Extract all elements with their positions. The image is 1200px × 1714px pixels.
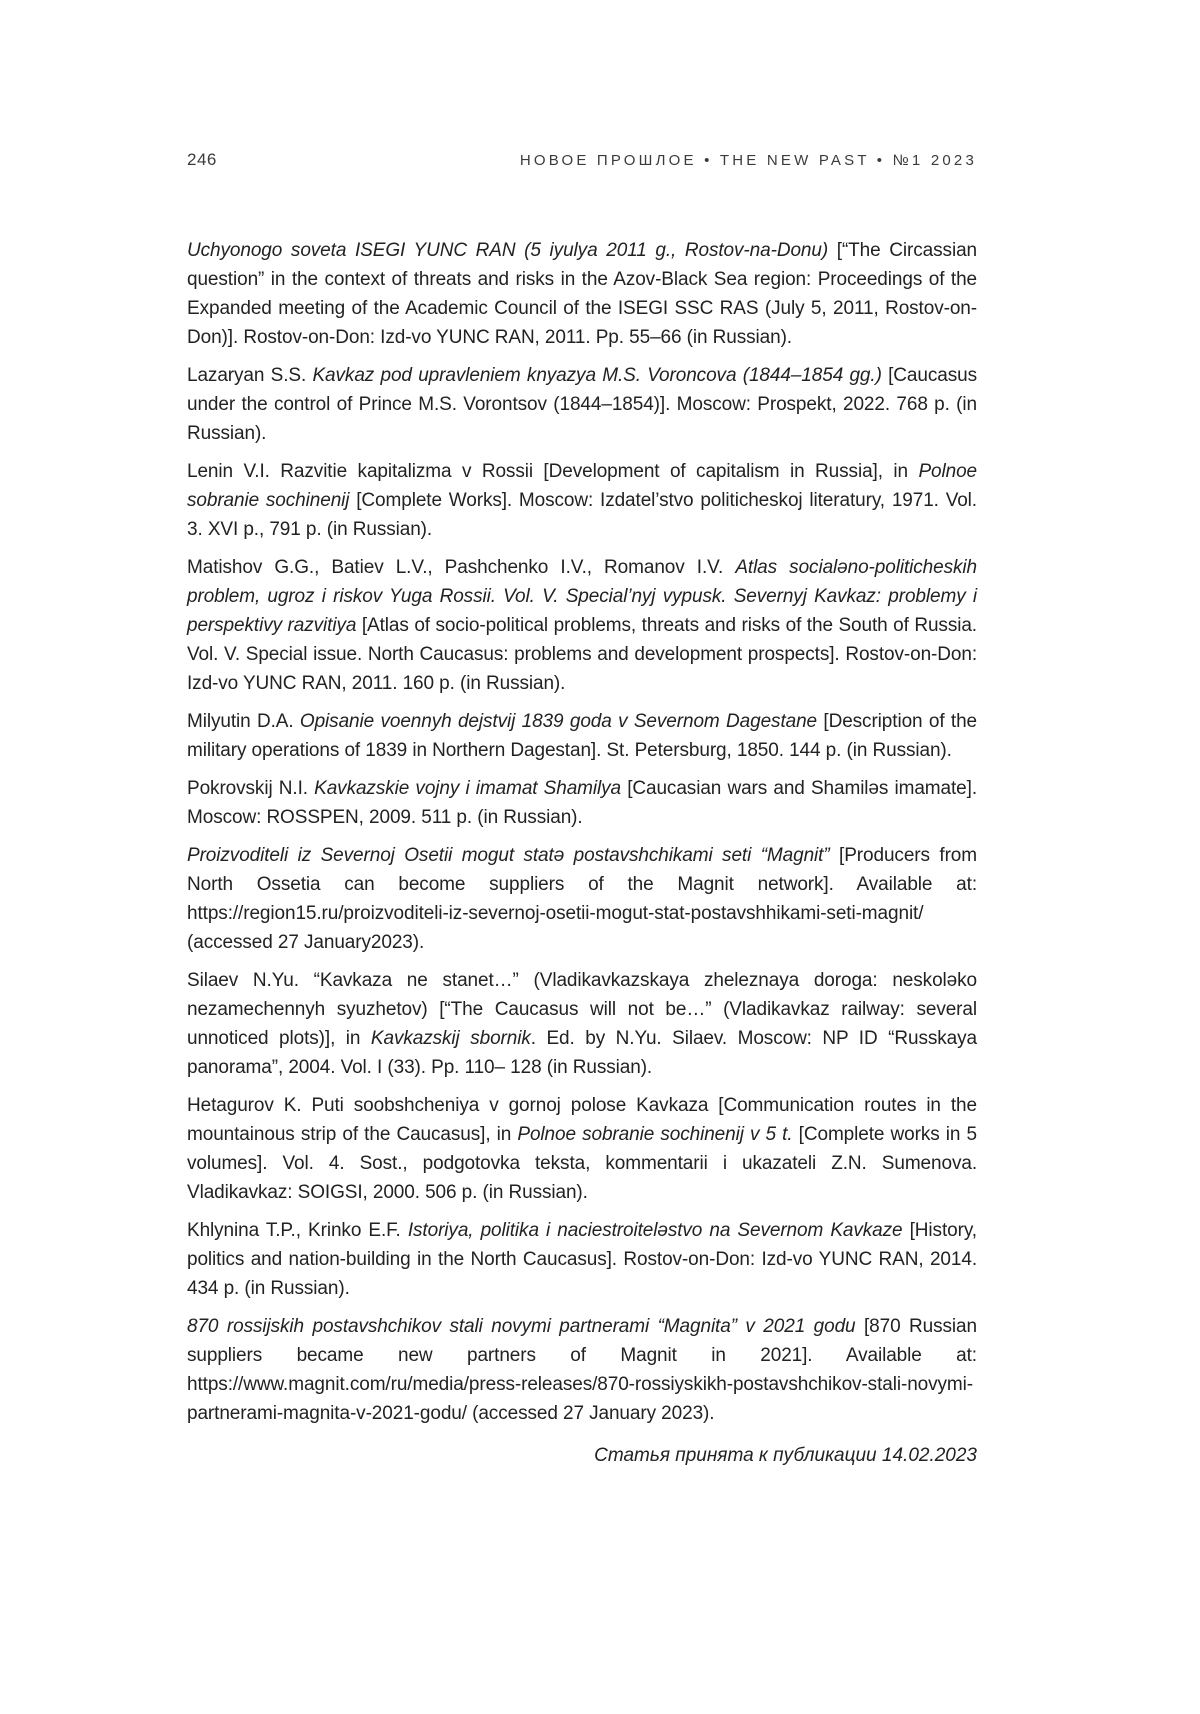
reference-entry (187, 841, 977, 957)
reference-title-segment: Kavkazskie vojny i imamat Shamilya (314, 778, 628, 799)
reference-entry (187, 1091, 977, 1207)
reference-text-segment: [Caucasian wars and Shamiləs imamate]. Moscow: ROSSPEN, 2009. 511 p. (in Russian). (187, 778, 978, 828)
reference-entry (187, 553, 977, 698)
reference-text-segment: [Atlas of socio-political problems, threats and risks of the South of Russia. Vol. V. Special issue. North Caucasus: problems and development prospects]. Rostov-on-Don: Izd-vo YUNC RAN, 2011. 160 p. (in Russian). (187, 615, 977, 694)
reference-text-segment: [“The Circassian question” in the context of threats and risks in the Azov-Black Sea region: Proceedings of the Expanded meeting of the Academic Council of the ISEGI SSC RAS (July 5, 2011, Rostov-on-Don)]. Rostov-on-Don: Izd-vo YUNC RAN, 2011. Pp. 55–66 (in Russian). (187, 240, 977, 348)
reference-entry (187, 966, 977, 1082)
reference-title-segment: 870 rossijskih postavshchikov stali novymi partnerami “Magnita” v 2021 godu (187, 1316, 864, 1337)
reference-entry (187, 457, 977, 544)
reference-title-segment: Opisanie voennyh dejstvij 1839 goda v Severnom Dagestane (299, 711, 824, 732)
reference-title-segment: Atlas socialəno-politicheskih problem, ugroz i riskov Yuga Rossii. Vol. V. Special’nyj vypusk. Severnyj Kavkaz: problemy i perspektivy razvitiya (187, 557, 977, 636)
journal-running-title: НОВОЕ ПРОШЛОЕ • THE NEW PAST • №1 2023 (519, 152, 977, 169)
reference-text-segment: Pokrovskij N.I. (187, 778, 315, 799)
reference-text-segment: Hetagurov K. Puti soobshcheniya v gornoj polose Kavkaza [Communication routes in the mountainous strip of the Caucasus], in (187, 1095, 977, 1145)
page-number: 246 (187, 150, 217, 169)
reference-title-segment: Polnoe sobranie sochinenij (187, 461, 977, 511)
reference-title-segment: Polnoe sobranie sochinenij v 5 t. (517, 1124, 799, 1145)
reference-entry (187, 236, 977, 352)
reference-text-segment: Matishov G.G., Batiev L.V., Pashchenko I.V., Romanov I.V. (187, 557, 736, 578)
reference-entry (187, 774, 977, 832)
reference-text-segment: [Complete works in 5 volumes]. Vol. 4. Sost., podgotovka teksta, kommentarii i ukazateli Z.N. Sumenova. Vladikavkaz: SOIGSI, 2000. 506 p. (in Russian). (187, 1124, 977, 1203)
reference-title-segment: Istoriya, politika i naciestroiteləstvo na Severnom Kavkaze (407, 1220, 910, 1241)
document-page (187, 0, 977, 1470)
reference-title-segment: Proizvoditeli iz Severnoj Osetii mogut statə postavshchikami seti “Magnit” (187, 845, 840, 866)
reference-text-segment: . Ed. by N.Yu. Silaev. Moscow: NP ID “Russkaya panorama”, 2004. Vol. I (33). Pp. 110– 128 (in Russian). (187, 1028, 977, 1078)
acceptance-note: Статья принята к публикации 14.02.2023 (594, 1445, 977, 1466)
reference-entry (187, 707, 977, 765)
reference-text-segment: [Producers from North Ossetia can become suppliers of the Magnit network]. Available at: https://region15.ru/proizvoditeli-iz-severnoj-osetii-mogut-stat-postavshhikami-seti-magnit/ (accessed 27 January2023). (187, 845, 977, 953)
page-header (187, 150, 977, 170)
reference-text-segment: [Description of the military operations of 1839 in Northern Dagestan]. St. Petersburg, 1850. 144 p. (in Russian). (187, 711, 978, 761)
reference-text-segment: [History, politics and nation-building in the North Caucasus]. Rostov-on-Don: Izd-vo YUNC RAN, 2014. 434 p. (in Russian). (187, 1220, 977, 1299)
reference-title-segment: Uchyonogo soveta ISEGI YUNC RAN (5 iyulya 2011 g., Rostov-na-Donu) (187, 240, 837, 261)
reference-text-segment: Khlynina T.P., Krinko E.F. (187, 1220, 408, 1241)
reference-text-segment: Milyutin D.A. (187, 711, 300, 732)
reference-text-segment: Lazaryan S.S. (187, 365, 313, 386)
reference-text-segment: [870 Russian suppliers became new partners of Magnit in 2021]. Available at: https://www.magnit.com/ru/media/press-releases/870-rossiyskikh-postavshchikov-stali-novymi-partnerami-magnita-v-2021-godu/ (accessed 27 January 2023). (187, 1316, 977, 1424)
reference-entry (187, 361, 977, 448)
reference-text-segment: Silaev N.Yu. “Kavkaza ne stanet…” (Vladikavkazskaya zheleznaya doroga: neskoləko nezamechennyh syuzhetov) [“The Caucasus will not be…” (Vladikavkaz railway: several unnoticed plots)], in (187, 970, 977, 1049)
reference-title-segment: Kavkazskij sbornik (370, 1028, 531, 1049)
reference-text-segment: Lenin V.I. Razvitie kapitalizma v Rossii [Development of capitalism in Russia], in (187, 461, 919, 482)
reference-title-segment: Kavkaz pod upravleniem knyazya M.S. Voroncova (1844–1854 gg.) (312, 365, 889, 386)
reference-entry (187, 1312, 977, 1428)
references-list (187, 236, 977, 1428)
reference-entry (187, 1216, 977, 1303)
reference-text-segment: [Complete Works]. Moscow: Izdatel’stvo politicheskoj literatury, 1971. Vol. 3. XVI p., 791 p. (in Russian). (187, 490, 977, 540)
reference-text-segment: [Caucasus under the control of Prince M.S. Vorontsov (1844–1854)]. Moscow: Prospekt, 2022. 768 p. (in Russian). (187, 365, 977, 444)
